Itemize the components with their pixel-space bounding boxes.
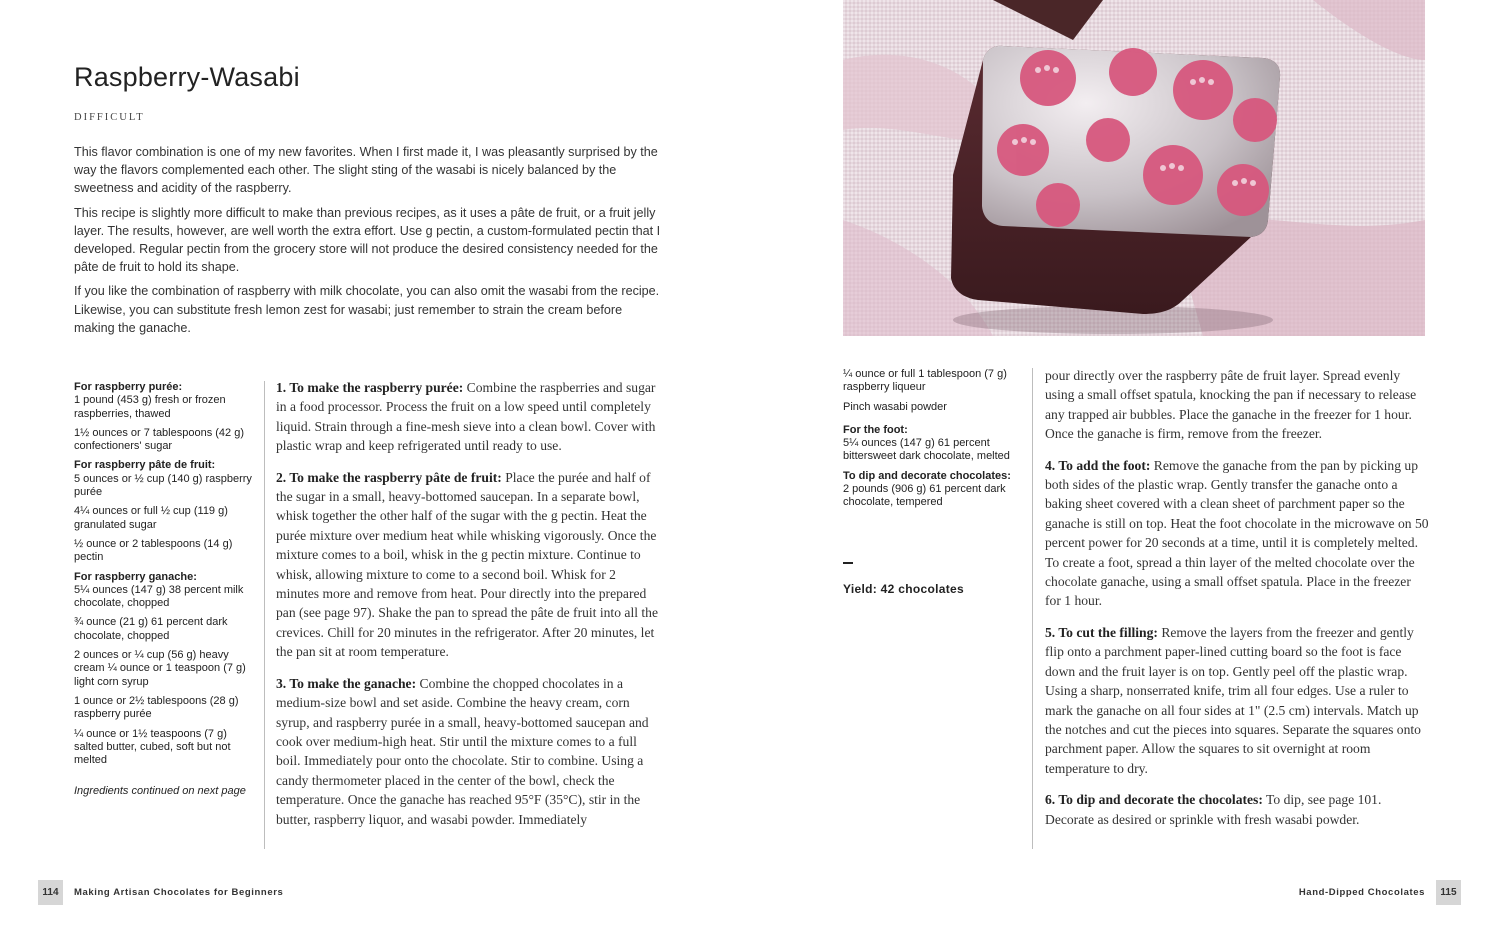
method-step: [276, 378, 658, 456]
chocolate-photo: [843, 0, 1425, 336]
column-divider: [1032, 368, 1033, 849]
method-step: [1045, 790, 1430, 829]
step-heading: 4. To add the foot:: [1045, 457, 1151, 473]
intro-text: [74, 143, 664, 343]
ingredient-item: 1½ ounces or 7 tablespoons (42 g) confectioners' sugar: [74, 426, 245, 453]
ingredient-item: ¼ ounce or 1½ teaspoons (7 g) salted butter, cubed, soft but not melted: [74, 727, 231, 767]
difficulty-label: DIFFICULT: [74, 112, 145, 123]
ingredient-group-heading: For raspberry pâte de fruit:: [74, 459, 216, 472]
method-step: [1045, 456, 1430, 611]
ingredient-item: 5 ounces or ½ cup (140 g) raspberry purée: [74, 472, 252, 499]
method-step: [276, 674, 658, 829]
ingredient-group: [843, 424, 1023, 464]
ingredients-continued-note: Ingredients continued on next page: [74, 785, 246, 798]
recipe-title: Raspberry-Wasabi: [74, 62, 300, 92]
ingredient-group-heading: For the foot:: [843, 423, 908, 436]
step-text: Combine the raspberries and sugar in a food processor. Process the fruit on a low speed until completely liquid. Strain through a fine-mesh sieve into a clean bowl. Cover with plastic wrap and keep refrigerated until ready to use.: [276, 380, 656, 454]
ingredient-group-heading: For raspberry purée:: [74, 381, 183, 393]
ingredient-item: ½ ounce or 2 tablespoons (14 g) pectin: [74, 537, 233, 564]
page-number-left: 114: [38, 880, 63, 905]
ingredient-item: Pinch wasabi powder: [843, 400, 947, 413]
step-text: Place the purée and half of the sugar in a small, heavy-bottomed saucepan. In a separate bowl, whisk together the other half of the sugar with the g pectin. Heat the purée mixture over medium heat while whisking vigorously. Once the mixture comes to a boil, whisk in the g pectin mixture. Continue to whisk, allowing mixture to come to a second boil. Whisk for 2 minutes more and remove from heat. Pour directly into the prepared pan (see page 97). Shake the pan to spread the pâte de fruit into all the crevices. Chill for 20 minutes in the refrigerator. After 20 minutes, let the pan sit at room temperature.: [276, 469, 658, 660]
yield-label: Yield: 42 chocolates: [843, 582, 964, 596]
intro-paragraph: This flavor combination is one of my new favorites. When I first made it, I was pleasantly surprised by the way the flavors complemented each other. The slight sting of the wasabi is nicely balanced by the sweetness and acidity of the raspberry.: [74, 145, 658, 196]
step-text: To dip, see page 101. Decorate as desired or sprinkle with fresh wasabi powder.: [1045, 792, 1382, 827]
ingredient-group: [74, 381, 256, 453]
running-head-right: Hand-Dipped Chocolates: [1298, 887, 1425, 898]
step-heading: 6. To dip and decorate the chocolates:: [1045, 792, 1263, 808]
step-heading: 1. To make the raspberry purée:: [276, 380, 464, 395]
ingredient-item: 4¼ ounces or full ½ cup (119 g) granulated sugar: [74, 505, 228, 531]
step-text: pour directly over the raspberry pâte de fruit layer. Spread evenly using a small offset spatula, knocking the pan if necessary to release any trapped air bubbles. Place the ganache in the freezer for 1 hour. Once the ganache is firm, remove from the freezer.: [1045, 368, 1417, 442]
intro-paragraph: If you like the combination of raspberry with milk chocolate, you can also omit the wasabi from the recipe. Likewise, you can substitute fresh lemon zest for wasabi; just remember to strain the cream before making the ganache.: [74, 284, 660, 335]
step-text: Combine the chopped chocolates in a medium-size bowl and set aside. Combine the heavy cream, corn syrup, and raspberry purée in a small, heavy-bottomed saucepan and cook over medium-high heat. Stir until the mixture comes to a full boil. Immediately pour onto the chocolate. Stir to combine. Using a candy thermometer placed in the center of the bowl, check the temperature. Once the ganache has reached 95°F (35°C), stir in the butter, raspberry liquor, and wasabi powder. Immediately: [276, 675, 649, 827]
method-step: [276, 468, 658, 662]
page-number-right: 115: [1436, 880, 1461, 905]
ingredient-item: 1 ounce or 2½ tablespoons (28 g) raspberry purée: [74, 694, 239, 721]
step-text: Remove the layers from the freezer and gently flip onto a parchment paper-lined cutting board so the foot is face down and the fruit layer is on top. Gently peel off the plastic wrap. Using a sharp, nonserrated knife, trim all four edges. Use a ruler to mark the ganache on all four sides at 1" (2.5 cm) intervals. Match up the notches and cut the pieces into squares. Separate the squares onto parchment paper. Allow the squares to sit overnight at room temperature to dry.: [1045, 624, 1421, 776]
ingredient-item: 1 pound (453 g) fresh or frozen raspberries, thawed: [74, 394, 226, 420]
step-heading: 2. To make the raspberry pâte de fruit:: [276, 469, 502, 485]
ingredient-item: ¼ ounce or full 1 tablespoon (7 g) raspberry liqueur: [843, 368, 1007, 394]
ingredients-list-left: [74, 381, 256, 799]
ingredient-group-heading: For raspberry ganache:: [74, 570, 197, 583]
column-divider: [264, 381, 265, 849]
step-text: Remove the ganache from the pan by picking up both sides of the plastic wrap. Gently transfer the ganache onto a baking sheet covered with a clean sheet of parchment paper so the ganache is still on top. Heat the foot chocolate in the microwave on 50 percent power for 20 seconds at a time, until it is completely melted. To create a foot, spread a thin layer of the melted chocolate over the chocolate ganache, using a small offset spatula. Place in the freezer for 1 hour.: [1045, 457, 1429, 609]
yield-dash: [843, 562, 853, 564]
method-step: [1045, 623, 1430, 778]
ingredient-group-heading: To dip and decorate chocolates:: [843, 469, 1011, 482]
step-heading: 3. To make the ganache:: [276, 675, 417, 691]
ingredient-group: [843, 470, 1023, 510]
method-steps-left: [276, 378, 658, 841]
ingredients-list-right: [843, 368, 1023, 516]
running-head-left: Making Artisan Chocolates for Beginners: [74, 887, 284, 898]
intro-paragraph: This recipe is slightly more difficult to make than previous recipes, as it uses a pâte de fruit, or a fruit jelly layer. The results, however, are well worth the extra effort. Use g pectin, a custom-formulated pectin that I developed. Regular pectin from the grocery store will not produce the desired consistency needed for the pâte de fruit to hold its shape.: [74, 205, 661, 275]
ingredient-item: 2 ounces or ¼ cup (56 g) heavy cream ¼ ounce or 1 teaspoon (7 g) light corn syrup: [74, 649, 246, 688]
ingredient-item: 2 pounds (906 g) 61 percent dark chocolate, tempered: [843, 483, 1006, 509]
ingredient-group: [74, 459, 256, 564]
step-heading: 5. To cut the filling:: [1045, 624, 1158, 640]
chocolate-bonbon-image: [843, 0, 1425, 336]
ingredient-item: ¾ ounce (21 g) 61 percent dark chocolate, chopped: [74, 616, 228, 642]
method-step: [1045, 366, 1430, 444]
ingredient-item: 5¼ ounces (147 g) 61 percent bittersweet dark chocolate, melted: [843, 437, 1010, 463]
ingredient-item: 5¼ ounces (147 g) 38 percent milk chocolate, chopped: [74, 583, 244, 610]
method-steps-right: [1045, 366, 1430, 841]
ingredient-group: [74, 571, 256, 768]
